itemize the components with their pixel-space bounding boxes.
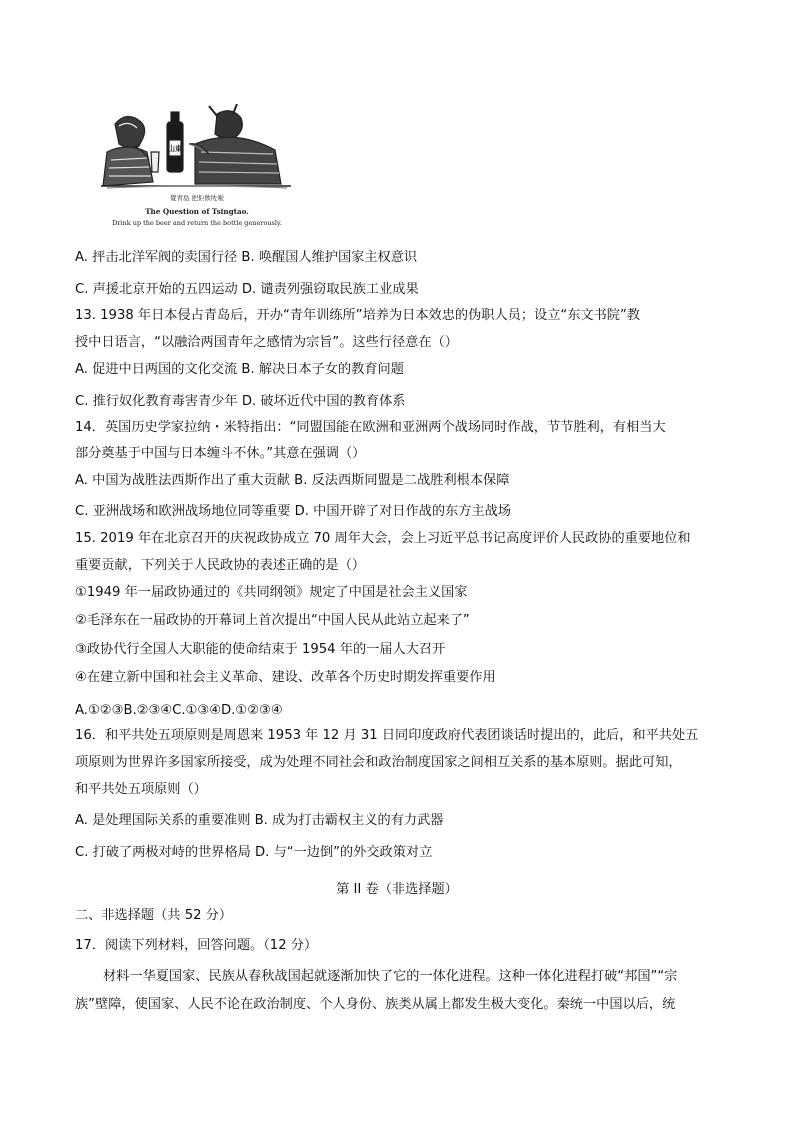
cartoon-caption-title: The Question of Tsingtao.: [145, 207, 249, 216]
q15-stem-line1: 15. 2019 年在北京召开的庆祝政协成立 70 周年大会，会上习近平总书记高度评价人民政协的重要地位和: [75, 531, 691, 546]
bottle-label: 山東: [167, 144, 183, 153]
q15-item-1: ①1949 年一届政协通过的《共同纲领》规定了中国是社会主义国家: [75, 585, 468, 600]
cartoon-title-cn: 覺青島 把佢飲咗啦: [169, 194, 225, 202]
cartoon-illustration: [97, 104, 297, 232]
q13-options-ab: A. 促进中日两国的文化交流 B. 解决日本子女的教育问题: [75, 362, 404, 377]
cartoon-caption-sub: Drink up the beer and return the bottle generously.: [112, 219, 282, 227]
q13-options-cd: C. 推行奴化教育毒害青少年 D. 破坏近代中国的教育体系: [75, 394, 406, 409]
q16-options-cd: C. 打破了两极对峙的世界格局 D. 与“一边倒”的外交政策对立: [75, 845, 433, 860]
q15-options: A.①②③B.②③④C.①③④D.①②③④: [75, 703, 283, 718]
section-title: 第 II 卷（非选择题）: [336, 882, 458, 897]
q16-stem-line2: 项原则为世界许多国家所接受，成为处理不同社会和政治制度国家之间相互关系的基本原则。据此可知，: [75, 755, 682, 770]
q16-stem-line1: 16．和平共处五项原则是周恩来 1953 年 12 月 31 日同印度政府代表团谈话时提出的，此后，和平共处五: [75, 728, 699, 743]
section-heading: 二、非选择题（共 52 分）: [75, 908, 233, 923]
q15-stem-line2: 重要贡献，下列关于人民政协的表述正确的是（）: [75, 558, 366, 573]
q17-material-line1: 材料一华夏国家、民族从春秋战国起就逐渐加快了它的一体化进程。这种一体化进程打破“邦国”“宗: [103, 969, 678, 984]
cartoon-drawing: [101, 104, 291, 188]
q17-stem: 17．阅读下列材料，回答问题。（12 分）: [75, 938, 318, 953]
q15-item-2: ②毛泽东在一届政协的开幕词上首次提出“中国人民从此站立起来了”: [75, 613, 470, 628]
q16-options-ab: A. 是处理国际关系的重要准则 B. 成为打击霸权主义的有力武器: [75, 813, 444, 828]
q13-stem-line2: 授中日语言，“以融洽两国青年之感情为宗旨”。这些行径意在（）: [75, 335, 458, 350]
q14-stem-line2: 部分奠基于中国与日本缠斗不休。”其意在强调（）: [75, 446, 366, 461]
q14-options-cd: C. 亚洲战场和欧洲战场地位同等重要 D. 中国开辟了对日作战的东方主战场: [75, 504, 511, 519]
q13-stem-line1: 13. 1938 年日本侵占青岛后，开办“青年训练所”培养为日本效忠的伪职人员；设立“东文书院”教: [75, 308, 640, 323]
q16-stem-line3: 和平共处五项原则（）: [75, 782, 207, 797]
q15-item-4: ④在建立新中国和社会主义革命、建设、改革各个历史时期发挥重要作用: [75, 670, 496, 685]
q12-options-cd: C. 声援北京开始的五四运动 D. 谴责列强窃取民族工业成果: [75, 282, 419, 297]
q17-material-line2: 族”壁障，使国家、人民不论在政治制度、个人身份、族类从属上都发生极大变化。秦统一中国以后，统: [75, 997, 676, 1012]
q12-options-ab: A. 抨击北洋军阀的卖国行径 B. 唤醒国人维护国家主权意识: [75, 250, 418, 265]
q15-item-3: ③政协代行全国人大职能的使命结束于 1954 年的一届人大召开: [75, 642, 446, 657]
q14-options-ab: A. 中国为战胜法西斯作出了重大贡献 B. 反法西斯同盟是二战胜利根本保障: [75, 473, 510, 488]
q14-stem-line1: 14．英国历史学家拉纳・米特指出：“同盟国能在欧洲和亚洲两个战场同时作战，节节胜利，有相当大: [75, 420, 666, 435]
